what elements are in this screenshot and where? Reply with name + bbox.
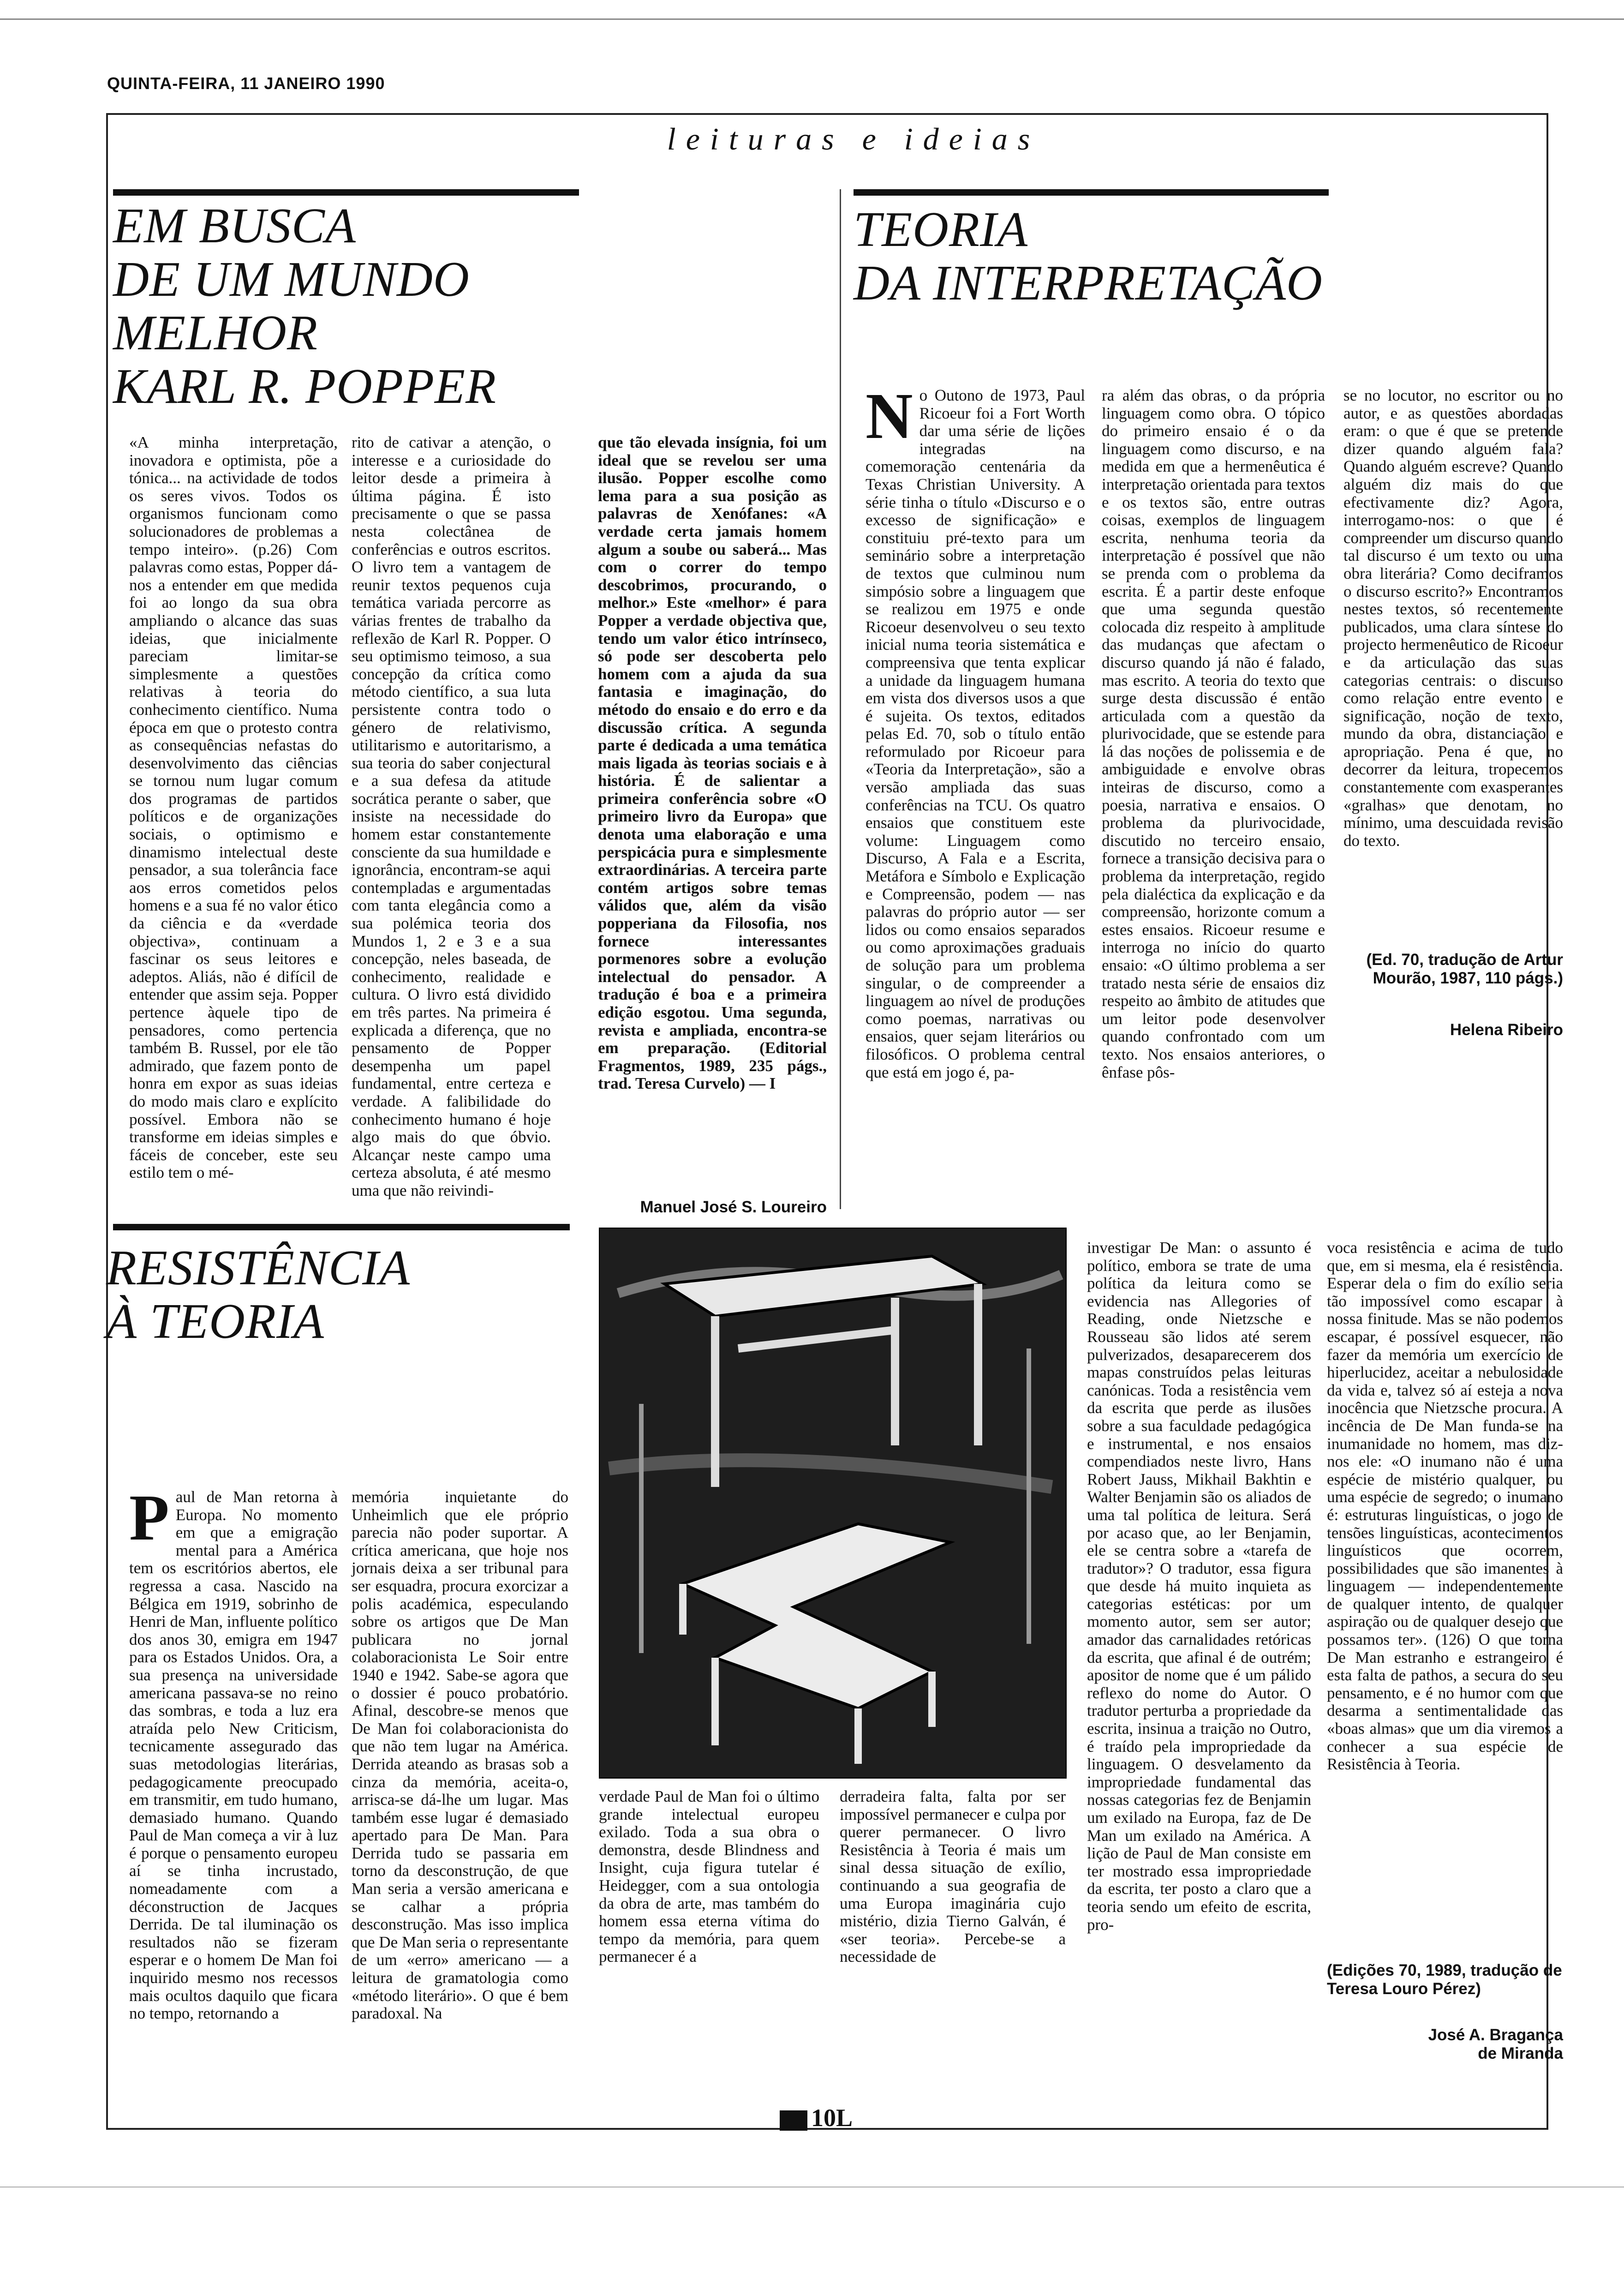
article-text: aul de Man retorna à Europa. No momento em que a emigração mental para a América tem os escritórios abertos, ele regressa a casa. Nascido na Bélgica em 1919, sobrinho de Henri de Man, influente político dos anos 30, emigra em 1947 para os Estados Unidos. Ora, a sua presença na universidade americana passava-se no reino das sombras, e toda a luz era atraída pelo New Criticism, tecnicamente assegurado das suas metodologias literárias, pedagogicamente preocupado em transmitir, em tudo humano, demasiado humano. Quando Paul de Man começa a vir à luz é porque o pensamento europeu aí se tinha incrustado, nomeadamente com a déconstruction de Jacques Derrida. De tal iluminação os resultados não se fizeram esperar e o homem De Man foi inquirido mesmo nos recessos mais ocultos daquilo que ficara no tempo, retornando a bbox=[129, 1488, 338, 2023]
author-line: José A. Bragança bbox=[1428, 2026, 1563, 2044]
deman-column-3 bbox=[599, 1788, 819, 1966]
article-text: ra além das obras, o da própria linguagem como obra. O tópico do primeiro ensaio é o da linguagem como discurso, e na medida em que a hermenêutica é interpretação orientada para textos e os textos são, entre outras coisas, exemplos de linguagem escrita, nenhuma teoria da interpretação é possível que não se prenda com o problema da escrita. É a partir deste enfoque que uma segunda questão colocada diz respeito à amplitude das mudanças que afectam o discurso quando já não é falado, mas escrito. A teoria do texto que surge desta discussão é então articulada com a questão da plurivocidade, que se estende para lá das noções de polissemia e de ambiguidade e envolve obras inteiras de discurso, como a poesia, narrativa e ensaios. O problema da plurivocidade, discutido no terceiro ensaio, fornece a transição decisiva para o problema da interpretação, regido pela dialéctica da explicação e da compreensão, horizonte comum a estes ensaios. Ricoeur resume e interroga no início do quarto ensaio: «O último problema a ser tratado nesta série de ensaios diz respeito ao âmbito de atitudes que um leitor pode desenvolver quando confrontado com um texto. Nos ensaios anteriores, o ênfase pôs- bbox=[1102, 386, 1325, 1081]
drop-cap: N bbox=[866, 379, 913, 452]
newspaper-logo-icon bbox=[780, 2110, 807, 2131]
popper-headline bbox=[113, 199, 593, 413]
popper-column-3 bbox=[598, 434, 827, 1093]
scan-top-edge bbox=[0, 18, 1624, 20]
deman-column-4 bbox=[840, 1788, 1066, 1966]
ricoeur-column-3 bbox=[1343, 387, 1563, 850]
popper-rule bbox=[113, 189, 579, 196]
headline-line: DE UM MUNDO bbox=[113, 252, 470, 307]
popper-column-2 bbox=[352, 434, 551, 1200]
deman-column-2 bbox=[352, 1488, 568, 2023]
article-text: derradeira falta, falta por ser impossível permanecer e culpa por querer permanecer. O livro Resistência à Teoria é mais um sinal dessa situação de exílio, continuando a sua geografia de uma Europa imaginária cujo mistério, dizia Tierno Galván, é «ser teoria». Percebe-se a necessidade de bbox=[840, 1787, 1066, 1966]
deman-column-6 bbox=[1327, 1239, 1563, 1774]
ricoeur-author: Helena Ribeiro bbox=[1450, 1021, 1563, 1039]
article-text: verdade Paul de Man foi o último grande intelectual europeu exilado. Toda a sua obra o demonstra, desde Blindness and Insight, cuja figura tutelar é Heidegger, com a sua ontologia da obra de arte, mas também do homem essa eterna vítima do tempo da memória, para quem permanecer é a bbox=[599, 1787, 819, 1966]
ricoeur-credits: (Ed. 70, tradução de Artur Mourão, 1987, 110 págs.) bbox=[1366, 951, 1563, 987]
illustration-drawing bbox=[600, 1228, 1066, 1778]
article-text: o Outono de 1973, Paul Ricoeur foi a Fort Worth dar uma série de lições integradas na comemoração centenária da Texas Christian University. A série tinha o título «Discurso e o excesso de significação» e constituiu pré-texto para um seminário sobre a interpretação de textos que culminou num simpósio sobre a linguagem que se realizou em 1975 e onde Ricoeur desenvolveu o seu texto inicial numa teoria sistemática e compreensiva que tenta explicar a unidade da linguagem humana em vista dos diversos usos a que é sujeita. Os textos, editados pelas Ed. 70, sob o título então reformulado por Ricoeur para «Teoria da Interpretação», são a versão ampliada das suas conferências na TCU. Os quatro ensaios que constituem este volume: Linguagem como Discurso, A Fala e a Escrita, Metáfora e Símbolo e Explicação e Compreensão, podem — nas palavras do próprio autor — ser lidos ou como ensaios separados ou como aproximações graduais de solução para um problema singular, o de compreender a linguagem ao nível de produções como poemas, narrativas ou ensaios, quer sejam literários ou filosóficos. O problema central que está em jogo é, pa- bbox=[866, 386, 1085, 1081]
page-number bbox=[780, 2103, 853, 2132]
headline-line: À TEORIA bbox=[106, 1294, 324, 1349]
headline-line: TEORIA bbox=[854, 202, 1028, 257]
headline-line: EM BUSCA bbox=[113, 198, 356, 253]
article-text: que tão elevada insígnia, foi um ideal que se revelou ser uma ilusão. Popper escolhe como lema para a sua posição as palavras de Xenófanes: «A verdade certa jamais homem algum a soube ou saberá... Mas com o correr do tempo descobrimos, procurando, o melhor.» Este «melhor» é para Popper a verdade objectiva que, tendo um valor ético intrínseco, só pode ser descoberta pelo homem com a ajuda da sua fantasia e imaginação, do método do ensaio e do erro e da discussão crítica. A segunda parte é dedicada a uma temática mais ligada às teorias sociais e à história. É de salientar a primeira conferência sobre «O primeiro livro da Europa» que denota uma elaboração e uma perspicácia pura e simplesmente extraordinárias. A terceira parte contém artigos sobre temas válidos que, além da visão popperiana da Filosofia, nos fornece interessantes pormenores sobre a evolução intelectual do pensador. A tradução é boa e a primeira edição esgotou. Uma segunda, revista e ampliada, encontra-se em preparação. (Editorial Fragmentos, 1989, 235 págs., trad. Teresa Curvelo) — I bbox=[598, 433, 827, 1093]
deman-column-1 bbox=[129, 1481, 338, 2023]
headline-line: MELHOR bbox=[113, 306, 318, 360]
section-title: leituras e ideias bbox=[667, 121, 1040, 156]
headline-line: RESISTÊNCIA bbox=[106, 1240, 410, 1295]
article-text: investigar De Man: o assunto é político, embora se trate de uma política da leitura como se evidencia nas Allegories of Reading, onde Nietzsche e Rousseau são lidos até serem pulverizados, desaparecerem dos mapas construídos pelas leituras canónicas. Toda a resistência vem da escrita que perde as ilusões sobre a sua faculdade pedagógica e instrumental, e nos ensaios compendiados neste livro, Hans Robert Jauss, Mikhail Bakhtin e Walter Benjamin são os aliados de uma tal política de leitura. Será por acaso que, ao ler Benjamin, ele se centra sobre a «tarefa de tradutor»? O tradutor, essa figura que desde há muito inquieta as categorias estéticas: por um momento autor, sem ser autor; amador das carnalidades retóricas da escrita, que afinal é de outrém; apositor de nome que é um pálido reflexo do nome do Autor. O tradutor perturba a propriedade da escrita, insinua a traição no Outro, é traído pela impropriedade da linguagem. O desvelamento da impropriedade fundamental das nossas categorias fez de Benjamin um exilado na Europa, faz de De Man um exilado na América. A lição de Paul de Man consiste em ter mostrado essa impropriedade da escrita, ter posto a claro que a teoria sendo um efeito de escrita, pro- bbox=[1087, 1239, 1311, 1934]
article-text: memória inquietante do Unheimlich que ele próprio parecia não poder suportar. A crítica americana, que hoje nos jornais deixa a ser tribunal para ser esquadra, procura exorcizar a polis académica, especulando sobre os artigos que De Man publicara no jornal colaboracionista Le Soir entre 1940 e 1942. Sabe-se agora que o dossier é pouco probatório. Afinal, descobre-se menos que De Man foi colaboracionista do que não tem lugar na América. Derrida ateando as brasas sob a cinza da memória, aceita-o, arrisca-se dá-lhe um lugar. Mas também esse lugar é demasiado apertado para De Man. Para Derrida tudo se passaria em torno da desconstrução, de que Man seria a versão americana e se calhar a própria desconstrução. Mas isso implica que De Man seria o representante de um «erro» americano — a leitura de gramatologia como «método literário». O que é bem paradoxal. Na bbox=[352, 1488, 568, 2023]
article-text: rito de cativar a atenção, o interesse e a curiosidade do leitor desde a primeira à última página. É isto precisamente o que se passa nesta colectânea de conferências e outros escritos. O livro tem a vantagem de reunir textos pequenos cuja temática variada percorre as várias frentes de trabalho da reflexão de Karl R. Popper. O seu optimismo teimoso, a sua concepção da crítica como método científico, a sua luta persistente contra todo o género de relativismo, utilitarismo e autoritarismo, a sua teoria do saber conjectural e a sua defesa da atitude socrática perante o saber, que insiste na necessidade do homem estar constantemente consciente da sua humildade e ignorância, encontram-se aqui contempladas e argumentadas com tanta elegância como a sua polémica teoria dos Mundos 1, 2 e 3 e a sua concepção, neles baseada, de conhecimento, realidade e cultura. O livro está dividido em três partes. Na primeira é explicada a diferença, que no pensamento de Popper desempenha um papel fundamental, entre certeza e verdade. A falibilidade do conhecimento humano é hoje algo mais do que óbvio. Alcançar neste campo uma certeza absoluta, é até mesmo uma que não reivindi- bbox=[352, 433, 551, 1199]
column-divider bbox=[840, 189, 841, 1209]
issue-date: QUINTA-FEIRA, 11 JANEIRO 1990 bbox=[107, 74, 385, 93]
deman-author bbox=[1327, 2026, 1563, 2063]
ricoeur-column-1 bbox=[866, 379, 1085, 1081]
headline-line: DA INTERPRETAÇÃO bbox=[854, 256, 1323, 311]
headline-line: KARL R. POPPER bbox=[113, 359, 496, 414]
article-text: se no locutor, no escritor ou no autor, e as questões abordadas eram: o que é que se pretende dizer quando alguém fala? Quando alguém escreve? Quando alguém diz mais do que efectivamente diz? Agora, interrogamo-nos: o que é compreender um discurso quando tal discurso é um texto ou uma obra literária? Como deciframos o discurso escrito?» Encontramos nestes textos, só recentemente publicados, uma clara síntese do projecto hermenêutico de Ricoeur e da articulação das suas categorias centrais: o discurso como relação entre evento e significação, noção de texto, mundo da obra, distanciação e apropriação. Pena é que, no decorrer da leitura, tropecemos constantemente com exasperantes «gralhas» que denotam, no mínimo, uma descuidada revisão do texto. bbox=[1343, 386, 1563, 850]
author-line: de Miranda bbox=[1478, 2044, 1563, 2062]
table-illustration bbox=[599, 1228, 1067, 1779]
deman-credits: (Edições 70, 1989, tradução de Teresa Louro Pérez) bbox=[1327, 1961, 1562, 1998]
ricoeur-column-2 bbox=[1102, 387, 1325, 1081]
deman-headline bbox=[106, 1241, 567, 1348]
deman-column-5 bbox=[1087, 1239, 1311, 1934]
deman-rule bbox=[113, 1224, 570, 1230]
page-number-text: 10L bbox=[811, 2104, 853, 2132]
ricoeur-rule bbox=[854, 189, 1329, 196]
article-text: voca resistência e acima de tudo que, em si mesma, ela é resistência. Esperar dela o fim do exílio seria tão impossível como escapar à nossa finitude. Mas se não podemos escapar, é possível esquecer, não fazer da memória um exercício de hiperlucidez, aceitar a nebulosidade da vida e, talvez só aí esteja a nova inocência que Nietzsche procura. A incência de De Man funda-se na inumanidade no homem, mas diz-nos ele: «O inumano não é uma espécie de mistério qualquer, ou uma espécie de segredo; o inumano é: estruturas linguísticas, o jogo de tensões linguísticas, acontecimentos linguísticos que ocorrem, possibilidades que são imanentes à linguagem — independentemente de qualquer intento, de qualquer aspiração ou de qualquer desejo que possamos ter». (126) O que torna De Man estranho e estrangeiro é esta falta de pathos, a secura do seu pensamento, e é no humor com que desarma a sentimentalidade das «boas almas» que um dia viremos a conhecer a sua espécie de Resistência à Teoria. bbox=[1327, 1239, 1563, 1774]
ricoeur-headline bbox=[854, 203, 1522, 310]
drop-cap: P bbox=[129, 1481, 169, 1554]
popper-column-1 bbox=[129, 434, 338, 1182]
article-text: «A minha interpretação, inovadora e optimista, põe a tónica... na actividade de todos os seres vivos. Todos os organismos funcionam como solucionadores de problemas a tempo inteiro». (p.26) Com palavras como estas, Popper dá-nos a entender em que medida foi ao longo da sua obra ampliando o alcance das suas ideias, que inicialmente pareciam limitar-se simplesmente a questões relativas à teoria do conhecimento científico. Numa época em que o protesto contra as consequências nefastas do desenvolvimento das ciências se tornou num lugar comum dos programas de partidos políticos e de organizações sociais, o optimismo e dinamismo intelectual deste pensador, a sua tolerância face aos erros cometidos pelos homens e a sua fé no valor ético da ciência e da «verdade objectiva», continuam a fascinar os seus leitores e adeptos. Aliás, não é difícil de entender que assim seja. Popper pertence àquele tipo de pensadores, como pertencia também B. Russel, por ele tão admirado, que fazem ponto de honra em expor as suas ideias do modo mais claro e explícito possível. Embora não se transforme em ideias simples e fáceis de conceber, este seu estilo tem o mé- bbox=[129, 433, 338, 1182]
popper-author: Manuel José S. Loureiro bbox=[640, 1198, 827, 1216]
